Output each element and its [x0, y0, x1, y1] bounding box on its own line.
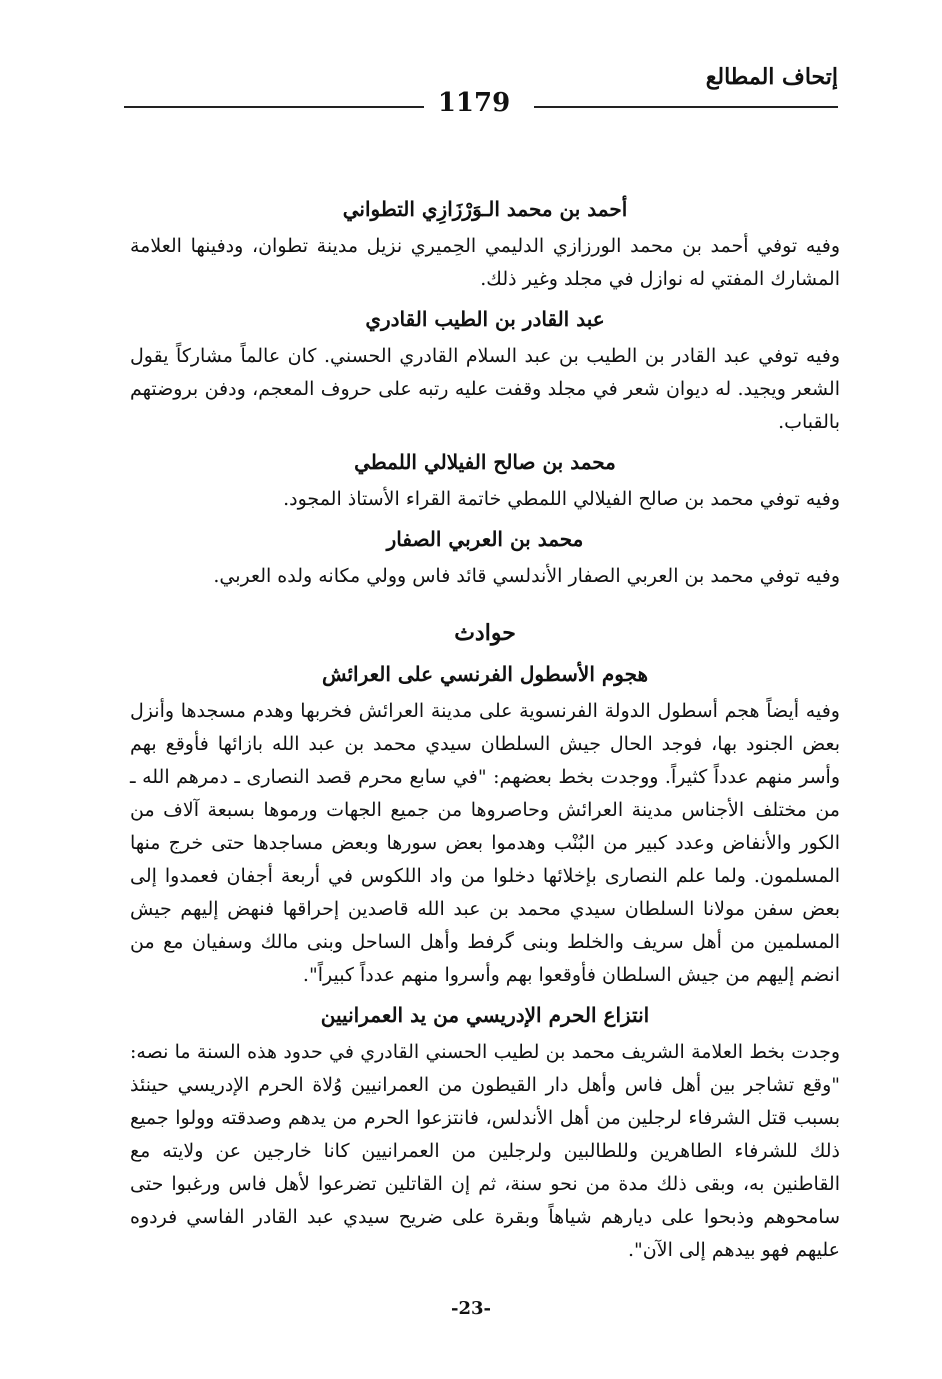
entry-text: وفيه توفي أحمد بن محمد الورزازي الدليمي الحِميري نزيل مدينة تطوان، ودفينها العلامة المشارك المفتي له نوازل في مجلد وغير ذلك. [130, 235, 840, 290]
page-body [130, 192, 840, 1273]
running-title: إتحاف المطالع [705, 64, 838, 90]
entry-heading: أحمد بن محمد الـوَرْزَازِي التطواني [342, 197, 628, 221]
entry-heading: عبد القادر بن الطيب القادري [365, 307, 605, 331]
entry-text: وفيه توفي محمد بن صالح الفيلالي اللمطي خاتمة القراء الأستاذ المجود. [283, 488, 840, 510]
entry-text: وفيه توفي محمد بن العربي الصفار الأندلسي قائد فاس وولي مكانه ولده العربي. [213, 565, 840, 587]
event-text: وفيه أيضاً هجم أسطول الدولة الفرنسوية على مدينة العرائش فخربها وهدم مسجدها وأنزل بعض الجنود بها، فوجد الحال جيش السلطان سيدي محمد بن عبد الله بازائها فأوقع بهم وأسر منهم عدداً كثيراً. ووجدت بخط بعضهم: "في سابع محرم قصد النصارى ـ دمرهم الله ـ من مختلف الأجناس مدينة العرائش وحاصروها من جميع الجهات ورموها بسبعة آلاف من الكور والأنفاض وعدد كبير من البُنْب وهدموا بعض سورها وبعض مساجدها حتى خرج منها المسلمون. ولما علم النصارى بإخلائها دخلوا من واد اللكوس في أربعة أجفان فعمدوا إلى بعض سفن مولانا السلطان سيدي محمد بن عبد الله قاصدين إحراقها فنهض إليهم جيش المسلمين من أهل سريف والخلط وبنى گرفط وأهل الساحل وبنى مالك وسفيان مع من انضم إليهم من جيش السلطان فأوقعوا بهم وأسروا منهم عدداً كبيراً". [130, 700, 840, 986]
event-text: وجدت بخط العلامة الشريف محمد بن لطيب الحسني القادري في حدود هذه السنة ما نصه: "وقع تشاجر بين أهل فاس وأهل دار القيطون من العمرانيين وُلاة الحرم الإدريسي حينئذ بسبب قتل الشرفاء لرجلين من أهل الأندلس، فانتزعوا الحرم من يدهم وصدقته وولوا جميع ذلك للشرفاء الطاهرين وللطالبين ولرجلين من العمرانيين كانا خارجين عن ولايته مع القاطنين به، وبقى ذلك مدة من نحو سنة، ثم إن القاتلين تضرعوا لأهل فاس ورغبوا حتى سامحوهم وذبحوا على ديارهم شياهاً وبقرة على ضريح سيدي عبد القادر الفاسي فردوه عليهم فهو بيدهم إلى الآن". [130, 1041, 840, 1261]
entry-text: وفيه توفي عبد القادر بن الطيب بن عبد السلام القادري الحسني. كان عالماً مشاركاً يقول الشعر ويجيد. له ديوان شعر في مجلد وقفت عليه رتبه على حروف المعجم، ودفن بروضتهم بالقباب. [130, 345, 840, 433]
entry-heading: محمد بن العربي الصفار [386, 527, 584, 551]
event-heading: هجوم الأسطول الفرنسي على العرائش [321, 662, 649, 686]
entry-heading: محمد بن صالح الفيلالي اللمطي [354, 450, 616, 474]
footer-page-number: -23- [451, 1298, 491, 1319]
page-number: 1179 [437, 88, 511, 118]
events-section-title: حوادث [454, 620, 516, 646]
header-rule-left [124, 106, 424, 108]
header-rule-right [534, 106, 838, 108]
event-heading: انتزاع الحرم الإدريسي من يد العمرانيين [320, 1003, 650, 1027]
